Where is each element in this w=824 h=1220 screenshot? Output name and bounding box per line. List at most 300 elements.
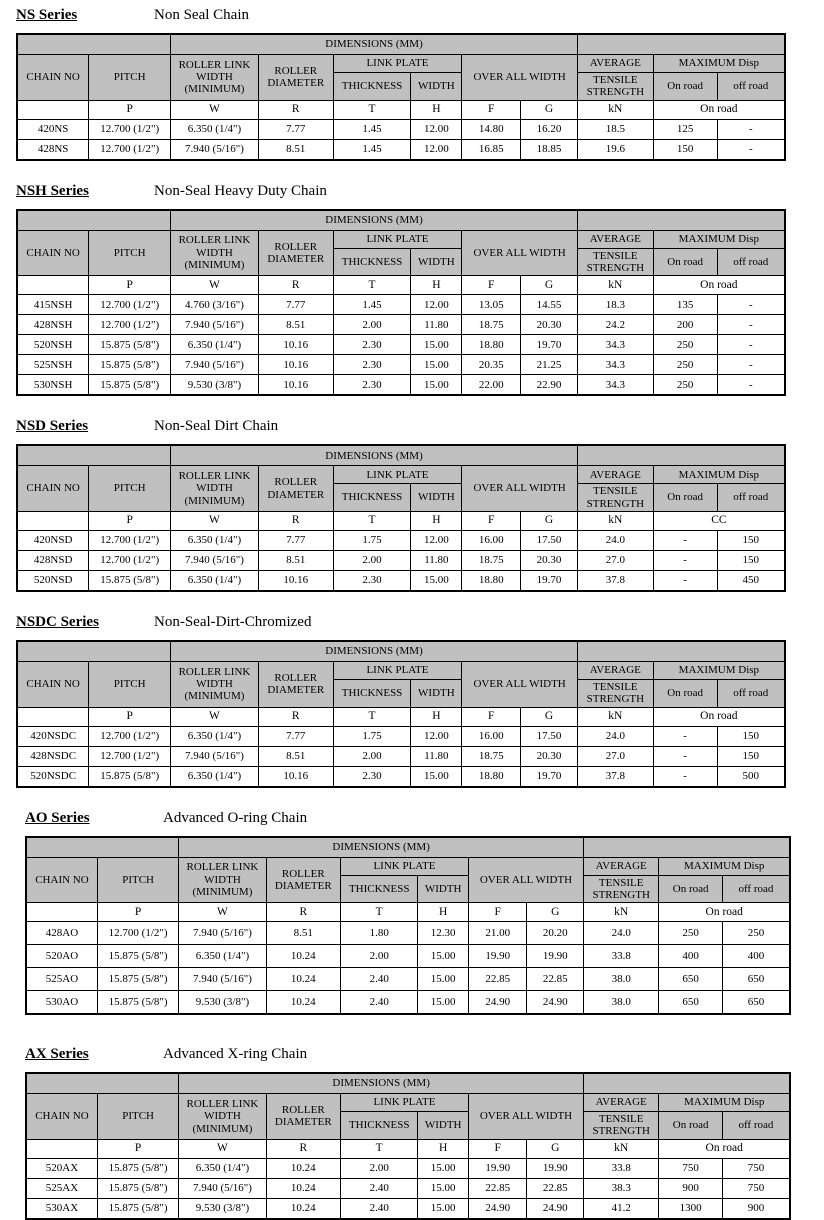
value-cell: 650 [722, 991, 790, 1015]
value-cell: 15.875 (5/8") [97, 945, 178, 968]
off-road-header: off road [717, 73, 785, 101]
value-cell: 10.16 [258, 766, 333, 787]
roller-diameter-header: ROLLER DIAMETER [258, 661, 333, 707]
symbol-cell: F [468, 1139, 527, 1158]
series-title [16, 614, 154, 631]
value-cell: 7.77 [258, 530, 333, 550]
symbol-cell: G [521, 707, 578, 726]
chain-no-cell: 525AX [26, 1178, 97, 1198]
blank-cell [577, 210, 785, 231]
value-cell: 20.35 [462, 355, 521, 375]
symbol-cell: G [527, 1139, 584, 1158]
value-cell: 15.875 (5/8") [89, 766, 171, 787]
link-plate-header: LINK PLATE [333, 55, 462, 73]
chain-no-header: CHAIN NO [17, 466, 89, 512]
maximum-disp-header: MAXIMUM Disp [659, 857, 790, 875]
symbol-cell: T [333, 100, 411, 119]
value-cell: - [653, 746, 717, 766]
series-title-line [16, 182, 808, 202]
value-cell: 16.20 [521, 119, 578, 139]
link-plate-header: LINK PLATE [341, 857, 469, 875]
blank-cell [26, 903, 97, 922]
value-cell: - [717, 335, 785, 355]
value-cell: 900 [722, 1198, 790, 1219]
value-cell: 7.940 (5/16") [171, 550, 259, 570]
roller-link-width-header: ROLLER LINK WIDTH (MINIMUM) [179, 857, 266, 903]
blank-cell [17, 707, 89, 726]
average-header: AVERAGE [577, 661, 653, 679]
value-cell: 150 [717, 550, 785, 570]
value-cell: 2.40 [341, 991, 418, 1015]
symbol-cell: G [521, 100, 578, 119]
spec-table [16, 209, 786, 397]
value-cell: - [653, 570, 717, 591]
header-row [17, 466, 785, 484]
table-row [17, 295, 785, 315]
series-subtitle: Non Seal Chain [154, 7, 249, 23]
value-cell: 34.3 [577, 335, 653, 355]
thickness-header: THICKNESS [333, 248, 411, 276]
roller-diameter-header: ROLLER DIAMETER [266, 1094, 340, 1140]
width-header: WIDTH [418, 1112, 469, 1140]
blank-cell [17, 511, 89, 530]
value-cell: 15.875 (5/8") [97, 1158, 178, 1178]
symbol-row [17, 276, 785, 295]
value-cell: 450 [717, 570, 785, 591]
value-cell: 8.51 [258, 746, 333, 766]
maximum-disp-header: MAXIMUM Disp [653, 55, 785, 73]
value-cell: 16.00 [462, 726, 521, 746]
table-row [17, 375, 785, 396]
value-cell: 8.51 [258, 139, 333, 160]
symbol-cell: kN [577, 276, 653, 295]
series-title-text: AX Series [25, 1046, 89, 1063]
series-subtitle: Non-Seal-Dirt-Chromized [154, 613, 312, 630]
value-cell: 2.30 [333, 570, 411, 591]
value-cell: 10.24 [266, 1178, 340, 1198]
pitch-header: PITCH [89, 466, 171, 512]
spec-table [16, 33, 786, 161]
value-cell: 7.940 (5/16") [179, 968, 266, 991]
blank-cell [17, 210, 171, 231]
value-cell: 2.30 [333, 335, 411, 355]
value-cell: 24.0 [584, 922, 659, 945]
value-cell: 11.80 [411, 315, 462, 335]
disp-unit-cell: On road [653, 707, 785, 726]
chain-no-cell: 420NSD [17, 530, 89, 550]
off-road-header: off road [722, 1112, 790, 1140]
series-tables-container [16, 6, 808, 1220]
blank-cell [577, 445, 785, 466]
value-cell: 6.350 (1/4") [171, 726, 259, 746]
symbol-cell: R [258, 276, 333, 295]
symbol-cell: T [341, 1139, 418, 1158]
value-cell: 12.700 (1/2") [89, 726, 171, 746]
thickness-header: THICKNESS [333, 73, 411, 101]
blank-cell [584, 1073, 791, 1094]
value-cell: 22.00 [462, 375, 521, 396]
value-cell: 7.77 [258, 119, 333, 139]
symbol-cell: T [333, 511, 411, 530]
value-cell: 4.760 (3/16") [171, 295, 259, 315]
value-cell: 2.30 [333, 375, 411, 396]
value-cell: 1.80 [341, 922, 418, 945]
value-cell: 2.40 [341, 968, 418, 991]
value-cell: - [717, 139, 785, 160]
value-cell: 2.00 [333, 315, 411, 335]
symbol-cell: P [89, 276, 171, 295]
chain-no-cell: 428NS [17, 139, 89, 160]
chain-no-cell: 415NSH [17, 295, 89, 315]
table-row [26, 1198, 790, 1219]
spec-table [16, 444, 786, 592]
value-cell: 24.90 [468, 1198, 527, 1219]
disp-unit-cell: On road [653, 100, 785, 119]
value-cell: 27.0 [577, 746, 653, 766]
roller-diameter-header: ROLLER DIAMETER [258, 55, 333, 101]
header-row [17, 230, 785, 248]
chain-no-cell: 520NSDC [17, 766, 89, 787]
width-header: WIDTH [411, 679, 462, 707]
value-cell: 19.90 [527, 1158, 584, 1178]
symbol-cell: P [89, 100, 171, 119]
symbol-cell: kN [584, 1139, 659, 1158]
chain-no-cell: 520AX [26, 1158, 97, 1178]
roller-link-width-header: ROLLER LINK WIDTH (MINIMUM) [171, 55, 259, 101]
value-cell: 12.30 [418, 922, 469, 945]
header-row [17, 641, 785, 662]
table-row [17, 746, 785, 766]
dimensions-header: DIMENSIONS (MM) [171, 210, 578, 231]
value-cell: 2.00 [333, 746, 411, 766]
disp-unit-cell: On road [659, 903, 790, 922]
maximum-disp-header: MAXIMUM Disp [653, 230, 785, 248]
value-cell: 20.30 [521, 550, 578, 570]
chain-no-cell: 428NSD [17, 550, 89, 570]
symbol-row [26, 1139, 790, 1158]
header-row [17, 661, 785, 679]
value-cell: 24.90 [468, 991, 527, 1015]
pitch-header: PITCH [89, 55, 171, 101]
header-row [26, 1094, 790, 1112]
symbol-cell: R [266, 1139, 340, 1158]
pitch-header: PITCH [97, 1094, 178, 1140]
value-cell: 24.90 [527, 1198, 584, 1219]
value-cell: 12.700 (1/2") [89, 119, 171, 139]
tensile-strength-header: TENSILE STRENGTH [577, 248, 653, 276]
value-cell: 19.90 [468, 1158, 527, 1178]
average-header: AVERAGE [577, 230, 653, 248]
value-cell: 1.45 [333, 139, 411, 160]
value-cell: 15.00 [411, 355, 462, 375]
tensile-strength-header: TENSILE STRENGTH [584, 875, 659, 903]
value-cell: 22.85 [468, 1178, 527, 1198]
chain-no-cell: 520NSH [17, 335, 89, 355]
blank-cell [26, 1139, 97, 1158]
table-row [26, 968, 790, 991]
value-cell: 17.50 [521, 530, 578, 550]
symbol-row [17, 707, 785, 726]
thickness-header: THICKNESS [341, 1112, 418, 1140]
symbol-row [17, 511, 785, 530]
value-cell: 250 [653, 335, 717, 355]
value-cell: 750 [722, 1178, 790, 1198]
series-subtitle: Advanced X-ring Chain [163, 1046, 308, 1063]
series-title-text: NSDC Series [16, 613, 99, 630]
value-cell: 1.45 [333, 295, 411, 315]
blank-cell [17, 100, 89, 119]
series-section [16, 182, 808, 397]
value-cell: 7.940 (5/16") [171, 746, 259, 766]
value-cell: 18.80 [462, 766, 521, 787]
over-all-width-header: OVER ALL WIDTH [468, 1094, 583, 1140]
roller-diameter-header: ROLLER DIAMETER [258, 466, 333, 512]
value-cell: 6.350 (1/4") [179, 945, 266, 968]
table-row [17, 550, 785, 570]
link-plate-header: LINK PLATE [333, 466, 462, 484]
value-cell: 15.875 (5/8") [97, 1178, 178, 1198]
table-row [17, 119, 785, 139]
maximum-disp-header: MAXIMUM Disp [653, 661, 785, 679]
value-cell: 16.00 [462, 530, 521, 550]
value-cell: 10.16 [258, 375, 333, 396]
table-row [26, 922, 790, 945]
off-road-header: off road [717, 484, 785, 512]
value-cell: 15.00 [411, 766, 462, 787]
link-plate-header: LINK PLATE [333, 230, 462, 248]
value-cell: 9.530 (3/8") [171, 375, 259, 396]
value-cell: 15.00 [418, 1178, 469, 1198]
value-cell: 12.700 (1/2") [89, 295, 171, 315]
value-cell: 500 [717, 766, 785, 787]
series-title-line [25, 1045, 808, 1065]
series-title-text: NSH Series [16, 182, 89, 199]
value-cell: - [717, 295, 785, 315]
value-cell: - [653, 550, 717, 570]
over-all-width-header: OVER ALL WIDTH [462, 466, 578, 512]
series-section [16, 417, 808, 592]
value-cell: 150 [717, 530, 785, 550]
value-cell: 38.0 [584, 968, 659, 991]
chain-no-cell: 428AO [26, 922, 97, 945]
symbol-cell: W [171, 707, 259, 726]
chain-no-header: CHAIN NO [17, 661, 89, 707]
series-title [16, 7, 154, 24]
symbol-cell: H [411, 100, 462, 119]
symbol-cell: P [89, 511, 171, 530]
value-cell: 22.85 [527, 968, 584, 991]
value-cell: 12.00 [411, 139, 462, 160]
chain-no-cell: 530AO [26, 991, 97, 1015]
value-cell: 15.875 (5/8") [97, 1198, 178, 1219]
spec-table [25, 1072, 791, 1220]
value-cell: 15.00 [418, 1198, 469, 1219]
symbol-cell: F [462, 707, 521, 726]
value-cell: 2.00 [341, 945, 418, 968]
table-row [26, 945, 790, 968]
value-cell: 38.3 [584, 1178, 659, 1198]
blank-cell [17, 276, 89, 295]
value-cell: 2.30 [333, 355, 411, 375]
value-cell: 15.875 (5/8") [97, 991, 178, 1015]
series-section [25, 809, 808, 1016]
value-cell: 125 [653, 119, 717, 139]
on-road-header: On road [659, 1112, 722, 1140]
series-subtitle: Non-Seal Heavy Duty Chain [154, 182, 327, 199]
value-cell: 9.530 (3/8") [179, 991, 266, 1015]
value-cell: 7.940 (5/16") [179, 1178, 266, 1198]
symbol-cell: F [462, 276, 521, 295]
value-cell: 12.700 (1/2") [89, 315, 171, 335]
value-cell: - [717, 315, 785, 335]
value-cell: 8.51 [258, 315, 333, 335]
symbol-cell: R [258, 511, 333, 530]
symbol-cell: kN [584, 903, 659, 922]
roller-diameter-header: ROLLER DIAMETER [266, 857, 340, 903]
symbol-cell: F [468, 903, 527, 922]
thickness-header: THICKNESS [333, 484, 411, 512]
series-section [25, 1045, 808, 1220]
value-cell: 19.6 [577, 139, 653, 160]
value-cell: - [717, 355, 785, 375]
spec-table [16, 640, 786, 788]
value-cell: 9.530 (3/8") [179, 1198, 266, 1219]
value-cell: 15.00 [418, 1158, 469, 1178]
value-cell: 200 [653, 315, 717, 335]
chain-no-cell: 520AO [26, 945, 97, 968]
symbol-cell: kN [577, 707, 653, 726]
value-cell: 8.51 [266, 922, 340, 945]
value-cell: 12.00 [411, 119, 462, 139]
value-cell: 24.2 [577, 315, 653, 335]
tensile-strength-header: TENSILE STRENGTH [577, 484, 653, 512]
chain-no-cell: 428NSH [17, 315, 89, 335]
value-cell: 12.700 (1/2") [89, 530, 171, 550]
table-row [17, 335, 785, 355]
value-cell: 17.50 [521, 726, 578, 746]
width-header: WIDTH [411, 73, 462, 101]
value-cell: 10.24 [266, 1198, 340, 1219]
symbol-cell: W [171, 100, 259, 119]
dimensions-header: DIMENSIONS (MM) [179, 837, 584, 858]
value-cell: 12.700 (1/2") [89, 746, 171, 766]
value-cell: 14.55 [521, 295, 578, 315]
value-cell: 21.25 [521, 355, 578, 375]
maximum-disp-header: MAXIMUM Disp [659, 1094, 790, 1112]
value-cell: 18.75 [462, 315, 521, 335]
on-road-header: On road [653, 73, 717, 101]
symbol-cell: P [89, 707, 171, 726]
value-cell: 33.8 [584, 945, 659, 968]
roller-link-width-header: ROLLER LINK WIDTH (MINIMUM) [179, 1094, 266, 1140]
table-row [26, 991, 790, 1015]
header-row [17, 210, 785, 231]
blank-cell [577, 34, 785, 55]
header-row [26, 1073, 790, 1094]
value-cell: 750 [659, 1158, 722, 1178]
value-cell: 250 [653, 355, 717, 375]
value-cell: 2.00 [333, 550, 411, 570]
symbol-cell: P [97, 903, 178, 922]
symbol-cell: W [179, 1139, 266, 1158]
value-cell: 22.85 [468, 968, 527, 991]
value-cell: 41.2 [584, 1198, 659, 1219]
chain-no-cell: 530AX [26, 1198, 97, 1219]
over-all-width-header: OVER ALL WIDTH [468, 857, 583, 903]
series-title [25, 1046, 163, 1063]
symbol-cell: R [266, 903, 340, 922]
series-section [16, 6, 808, 161]
value-cell: 34.3 [577, 375, 653, 396]
roller-diameter-header: ROLLER DIAMETER [258, 230, 333, 276]
value-cell: 7.77 [258, 726, 333, 746]
over-all-width-header: OVER ALL WIDTH [462, 661, 578, 707]
value-cell: 12.700 (1/2") [89, 139, 171, 160]
value-cell: 15.00 [411, 335, 462, 355]
series-title-text: AO Series [25, 809, 90, 826]
over-all-width-header: OVER ALL WIDTH [462, 230, 578, 276]
maximum-disp-header: MAXIMUM Disp [653, 466, 785, 484]
table-row [17, 139, 785, 160]
value-cell: 2.40 [341, 1198, 418, 1219]
symbol-cell: kN [577, 511, 653, 530]
value-cell: 650 [659, 991, 722, 1015]
series-title-line [25, 809, 808, 829]
value-cell: 20.20 [527, 922, 584, 945]
link-plate-header: LINK PLATE [341, 1094, 469, 1112]
value-cell: 1300 [659, 1198, 722, 1219]
value-cell: 19.70 [521, 766, 578, 787]
value-cell: 7.940 (5/16") [171, 355, 259, 375]
value-cell: 11.80 [411, 746, 462, 766]
roller-link-width-header: ROLLER LINK WIDTH (MINIMUM) [171, 230, 259, 276]
value-cell: 6.350 (1/4") [171, 570, 259, 591]
value-cell: 10.24 [266, 968, 340, 991]
series-title [16, 418, 154, 435]
average-header: AVERAGE [584, 1094, 659, 1112]
value-cell: - [717, 119, 785, 139]
value-cell: - [653, 766, 717, 787]
chain-no-header: CHAIN NO [26, 1094, 97, 1140]
series-title-line [16, 613, 808, 633]
pitch-header: PITCH [89, 661, 171, 707]
pitch-header: PITCH [97, 857, 178, 903]
symbol-cell: H [411, 511, 462, 530]
value-cell: 18.85 [521, 139, 578, 160]
symbol-cell: P [97, 1139, 178, 1158]
value-cell: - [653, 726, 717, 746]
tensile-strength-header: TENSILE STRENGTH [584, 1112, 659, 1140]
value-cell: 14.80 [462, 119, 521, 139]
spec-table [25, 836, 791, 1016]
chain-no-cell: 530NSH [17, 375, 89, 396]
header-row [26, 837, 790, 858]
disp-unit-cell: On road [659, 1139, 790, 1158]
blank-cell [584, 837, 791, 858]
symbol-cell: F [462, 511, 521, 530]
off-road-header: off road [722, 875, 790, 903]
value-cell: 13.05 [462, 295, 521, 315]
value-cell: 150 [717, 746, 785, 766]
tensile-strength-header: TENSILE STRENGTH [577, 73, 653, 101]
series-section [16, 613, 808, 788]
value-cell: 10.24 [266, 1158, 340, 1178]
series-title [25, 810, 163, 827]
value-cell: 19.70 [521, 335, 578, 355]
value-cell: 15.00 [418, 945, 469, 968]
width-header: WIDTH [418, 875, 469, 903]
series-title-text: NS Series [16, 7, 78, 23]
